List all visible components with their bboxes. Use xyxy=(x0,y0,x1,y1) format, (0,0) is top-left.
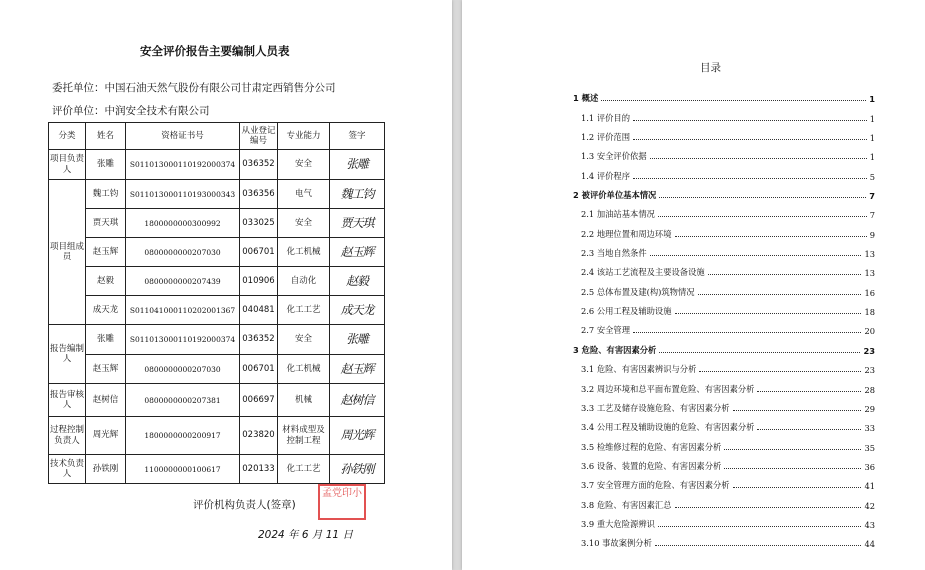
group-report-reviewer: 报告审核人 xyxy=(49,384,86,417)
toc-dot-leader xyxy=(659,352,860,353)
registration-number: 033025 xyxy=(240,209,278,238)
table-row xyxy=(49,384,385,417)
skill: 机械 xyxy=(278,384,330,417)
toc-entry-label: 1.1 评价目的 xyxy=(581,112,631,123)
toc-dot-leader xyxy=(698,294,862,295)
signature: 贾天琪 xyxy=(330,209,385,238)
toc-entry-label: 3.8 危险、有害因素汇总 xyxy=(581,499,672,510)
toc-page-number: 18 xyxy=(864,307,875,318)
toc-entry-label: 2.2 地理位置和周边环境 xyxy=(581,228,672,239)
cert-number: 1800000000300992 xyxy=(126,209,240,238)
toc-dot-leader xyxy=(733,410,862,411)
toc-dot-leader xyxy=(601,100,866,101)
staff-name: 张雕 xyxy=(86,325,126,355)
toc-dot-leader xyxy=(757,429,861,430)
signature: 赵毅 xyxy=(330,267,385,296)
cert-number: S011013000110192000374 xyxy=(126,325,240,355)
registration-number: 006697 xyxy=(240,384,278,417)
toc-entry-label: 3.10 事故案例分析 xyxy=(581,538,652,549)
cert-number: S011013000110192000374 xyxy=(126,150,240,180)
cert-number: 1800000000200917 xyxy=(126,417,240,455)
staff-name: 贾天琪 xyxy=(86,209,126,238)
cert-number: S011013000110193000343 xyxy=(126,180,240,209)
cert-number: 0800000000207030 xyxy=(126,238,240,267)
toc-section-entry[interactable] xyxy=(573,317,875,336)
toc-page-number: 1 xyxy=(869,152,875,163)
toc-entry-label: 2.4 该站工艺流程及主要设备设施 xyxy=(581,267,705,278)
toc-section-entry[interactable] xyxy=(573,104,875,123)
toc-entry-label: 1.2 评价范围 xyxy=(581,132,631,143)
toc-page-number: 20 xyxy=(864,326,875,337)
header-skill: 专业能力 xyxy=(278,123,330,150)
toc-page-number: 41 xyxy=(864,481,875,492)
registration-number: 010906 xyxy=(240,267,278,296)
toc-dot-leader xyxy=(658,526,862,527)
toc-page-number: 42 xyxy=(864,500,875,511)
toc-dot-leader xyxy=(708,274,862,275)
toc-chapter-entry[interactable] xyxy=(573,85,875,104)
signing-date: 2024 年 6 月 11 日 xyxy=(258,529,353,541)
toc-section-entry[interactable] xyxy=(573,472,875,491)
staff-name: 魏工钧 xyxy=(86,180,126,209)
toc-page-number: 7 xyxy=(869,191,875,202)
skill: 化工机械 xyxy=(278,238,330,267)
registration-number: 023820 xyxy=(240,417,278,455)
header-category: 分类 xyxy=(49,123,86,150)
header-registration: 从业登记编号 xyxy=(240,123,278,150)
staff-name: 赵树信 xyxy=(86,384,126,417)
toc-entry-label: 3.4 公用工程及辅助设施的危险、有害因素分析 xyxy=(581,422,755,433)
signature: 赵玉辉 xyxy=(330,355,385,384)
toc-page-number: 16 xyxy=(864,287,875,298)
signature: 张雕 xyxy=(330,150,385,180)
toc-section-entry[interactable] xyxy=(573,298,875,317)
toc-section-entry[interactable] xyxy=(573,356,875,375)
signature: 张雕 xyxy=(330,325,385,355)
signature: 孙铁刚 xyxy=(330,455,385,484)
toc-section-entry[interactable] xyxy=(573,375,875,394)
staff-name: 赵玉辉 xyxy=(86,355,126,384)
toc-entry-label: 1.3 安全评价依据 xyxy=(581,151,647,162)
table-row xyxy=(49,180,385,209)
toc-dot-leader xyxy=(633,139,867,140)
cert-number: 0800000000207030 xyxy=(126,355,240,384)
toc-section-entry[interactable] xyxy=(573,162,875,181)
toc-entry-label: 2.7 安全管理 xyxy=(581,325,631,336)
registration-number: 020133 xyxy=(240,455,278,484)
table-row xyxy=(49,238,385,267)
toc-page-number: 33 xyxy=(864,423,875,434)
staff-name: 赵玉辉 xyxy=(86,238,126,267)
toc-section-entry[interactable] xyxy=(573,395,875,414)
toc-page-number: 1 xyxy=(869,133,875,144)
toc-dot-leader xyxy=(733,487,862,488)
toc-entry-label: 1 概述 xyxy=(573,93,599,104)
cert-number: 1100000000100617 xyxy=(126,455,240,484)
toc-dot-leader xyxy=(655,545,862,546)
toc-entry-label: 2.1 加油站基本情况 xyxy=(581,209,655,220)
skill: 安全 xyxy=(278,209,330,238)
toc-dot-leader xyxy=(675,507,862,508)
table-row xyxy=(49,417,385,455)
toc-entry-label: 3.7 安全管理方面的危险、有害因素分析 xyxy=(581,480,730,491)
evaluator-unit-line: 评价单位：中润安全技术有限公司 xyxy=(52,105,210,117)
toc-section-entry[interactable] xyxy=(573,143,875,162)
agency-head-label: 评价机构负责人(签章) xyxy=(193,499,296,511)
staff-name: 周光辉 xyxy=(86,417,126,455)
registration-number: 006701 xyxy=(240,355,278,384)
staff-table xyxy=(48,122,385,484)
group-project-members: 项目组成员 xyxy=(49,180,86,325)
toc-page-number: 1 xyxy=(869,94,875,105)
header-signature: 签字 xyxy=(330,123,385,150)
toc-dot-leader xyxy=(658,216,867,217)
toc-page-number: 5 xyxy=(869,171,875,182)
signature: 赵树信 xyxy=(330,384,385,417)
table-row xyxy=(49,355,385,384)
toc-dot-leader xyxy=(650,255,862,256)
header-name: 姓名 xyxy=(86,123,126,150)
registration-number: 036356 xyxy=(240,180,278,209)
toc-entry-label: 2 被评价单位基本情况 xyxy=(573,190,657,201)
toc-dot-leader xyxy=(633,178,867,179)
table-row xyxy=(49,267,385,296)
skill: 自动化 xyxy=(278,267,330,296)
signature: 魏工钧 xyxy=(330,180,385,209)
toc-entry-label: 2.6 公用工程及辅助设施 xyxy=(581,306,672,317)
toc-page-number: 13 xyxy=(864,268,875,279)
toc-section-entry[interactable] xyxy=(573,240,875,259)
skill: 化工机械 xyxy=(278,355,330,384)
toc-entry-label: 3.2 周边环境和总平面布置危险、有害因素分析 xyxy=(581,383,755,394)
toc-section-entry[interactable] xyxy=(573,414,875,433)
signature: 赵玉辉 xyxy=(330,238,385,267)
skill: 电气 xyxy=(278,180,330,209)
toc-chapter-entry[interactable] xyxy=(573,336,875,355)
toc-dot-leader xyxy=(633,332,861,333)
toc-page-number: 44 xyxy=(864,539,875,550)
toc-dot-leader xyxy=(724,449,861,450)
toc-entry-label: 3 危险、有害因素分析 xyxy=(573,344,657,355)
toc-dot-leader xyxy=(699,371,861,372)
signature: 成天龙 xyxy=(330,296,385,325)
registration-number: 036352 xyxy=(240,325,278,355)
toc-page-number: 43 xyxy=(864,519,875,530)
toc-entry-label: 3.1 危险、有害因素辨识与分析 xyxy=(581,364,697,375)
toc-entry-label: 1.4 评价程序 xyxy=(581,170,631,181)
toc-page-number: 36 xyxy=(864,461,875,472)
skill: 材料成型及控制工程 xyxy=(278,417,330,455)
table-row xyxy=(49,150,385,180)
toc-page-number: 23 xyxy=(863,345,875,356)
table-row xyxy=(49,209,385,238)
staff-name: 赵毅 xyxy=(86,267,126,296)
toc-page-number: 23 xyxy=(864,365,875,376)
staff-name: 孙铁刚 xyxy=(86,455,126,484)
header-cert: 资格证书号 xyxy=(126,123,240,150)
table-row xyxy=(49,296,385,325)
cert-number: 0800000000207439 xyxy=(126,267,240,296)
table-row xyxy=(49,455,385,484)
toc-section-entry[interactable] xyxy=(573,259,875,278)
group-report-writers: 报告编制人 xyxy=(49,325,86,384)
toc-page-number: 7 xyxy=(869,210,875,221)
toc-entry-label: 3.5 检维修过程的危险、有害因素分析 xyxy=(581,441,722,452)
toc-page-number: 9 xyxy=(869,229,875,240)
staff-name: 张雕 xyxy=(86,150,126,180)
toc-title: 目录 xyxy=(700,62,721,74)
toc-page-number: 13 xyxy=(864,249,875,260)
registration-number: 040481 xyxy=(240,296,278,325)
toc-section-entry[interactable] xyxy=(573,511,875,530)
toc-page-number: 28 xyxy=(864,384,875,395)
group-project-lead: 项目负责人 xyxy=(49,150,86,180)
cert-number: 0800000000207381 xyxy=(126,384,240,417)
toc-entry-label: 2.5 总体布置及建(构)筑物情况 xyxy=(581,286,695,297)
group-process-control: 过程控制负责人 xyxy=(49,417,86,455)
toc-section-entry[interactable] xyxy=(573,453,875,472)
client-unit-line: 委托单位：中国石油天然气股份有限公司甘肃定西销售分公司 xyxy=(52,82,336,94)
signature: 周光辉 xyxy=(330,417,385,455)
toc-page-number: 1 xyxy=(869,113,875,124)
group-technical-lead: 技术负责人 xyxy=(49,455,86,484)
staff-table-title: 安全评价报告主要编制人员表 xyxy=(140,44,290,58)
toc-entry-label: 3.6 设备、装置的危险、有害因素分析 xyxy=(581,460,722,471)
toc-page-number: 35 xyxy=(864,442,875,453)
skill: 化工工艺 xyxy=(278,296,330,325)
toc-dot-leader xyxy=(675,313,862,314)
table-header-row xyxy=(49,123,385,150)
toc-section-entry[interactable] xyxy=(573,278,875,297)
toc-entry-label: 2.3 当地自然条件 xyxy=(581,248,647,259)
table-row xyxy=(49,325,385,355)
red-seal-stamp: 孟党印小 xyxy=(318,484,366,520)
toc-dot-leader xyxy=(659,197,866,198)
toc-dot-leader xyxy=(633,120,867,121)
toc-dot-leader xyxy=(757,391,861,392)
toc-dot-leader xyxy=(675,236,867,237)
skill: 化工工艺 xyxy=(278,455,330,484)
registration-number: 006701 xyxy=(240,238,278,267)
toc-section-entry[interactable] xyxy=(573,124,875,143)
cert-number: S011041000110202001367 xyxy=(126,296,240,325)
toc-section-entry[interactable] xyxy=(573,220,875,239)
registration-number: 036352 xyxy=(240,150,278,180)
toc-entry-label: 3.9 重大危险源辨识 xyxy=(581,518,655,529)
table-of-contents xyxy=(573,85,875,549)
toc-dot-leader xyxy=(724,468,861,469)
toc-chapter-entry[interactable] xyxy=(573,182,875,201)
staff-name: 成天龙 xyxy=(86,296,126,325)
toc-section-entry[interactable] xyxy=(573,530,875,549)
toc-section-entry[interactable] xyxy=(573,491,875,510)
toc-dot-leader xyxy=(650,158,867,159)
toc-entry-label: 3.3 工艺及储存设施危险、有害因素分析 xyxy=(581,402,730,413)
skill: 安全 xyxy=(278,325,330,355)
toc-section-entry[interactable] xyxy=(573,433,875,452)
skill: 安全 xyxy=(278,150,330,180)
toc-page-number: 29 xyxy=(864,403,875,414)
toc-section-entry[interactable] xyxy=(573,201,875,220)
